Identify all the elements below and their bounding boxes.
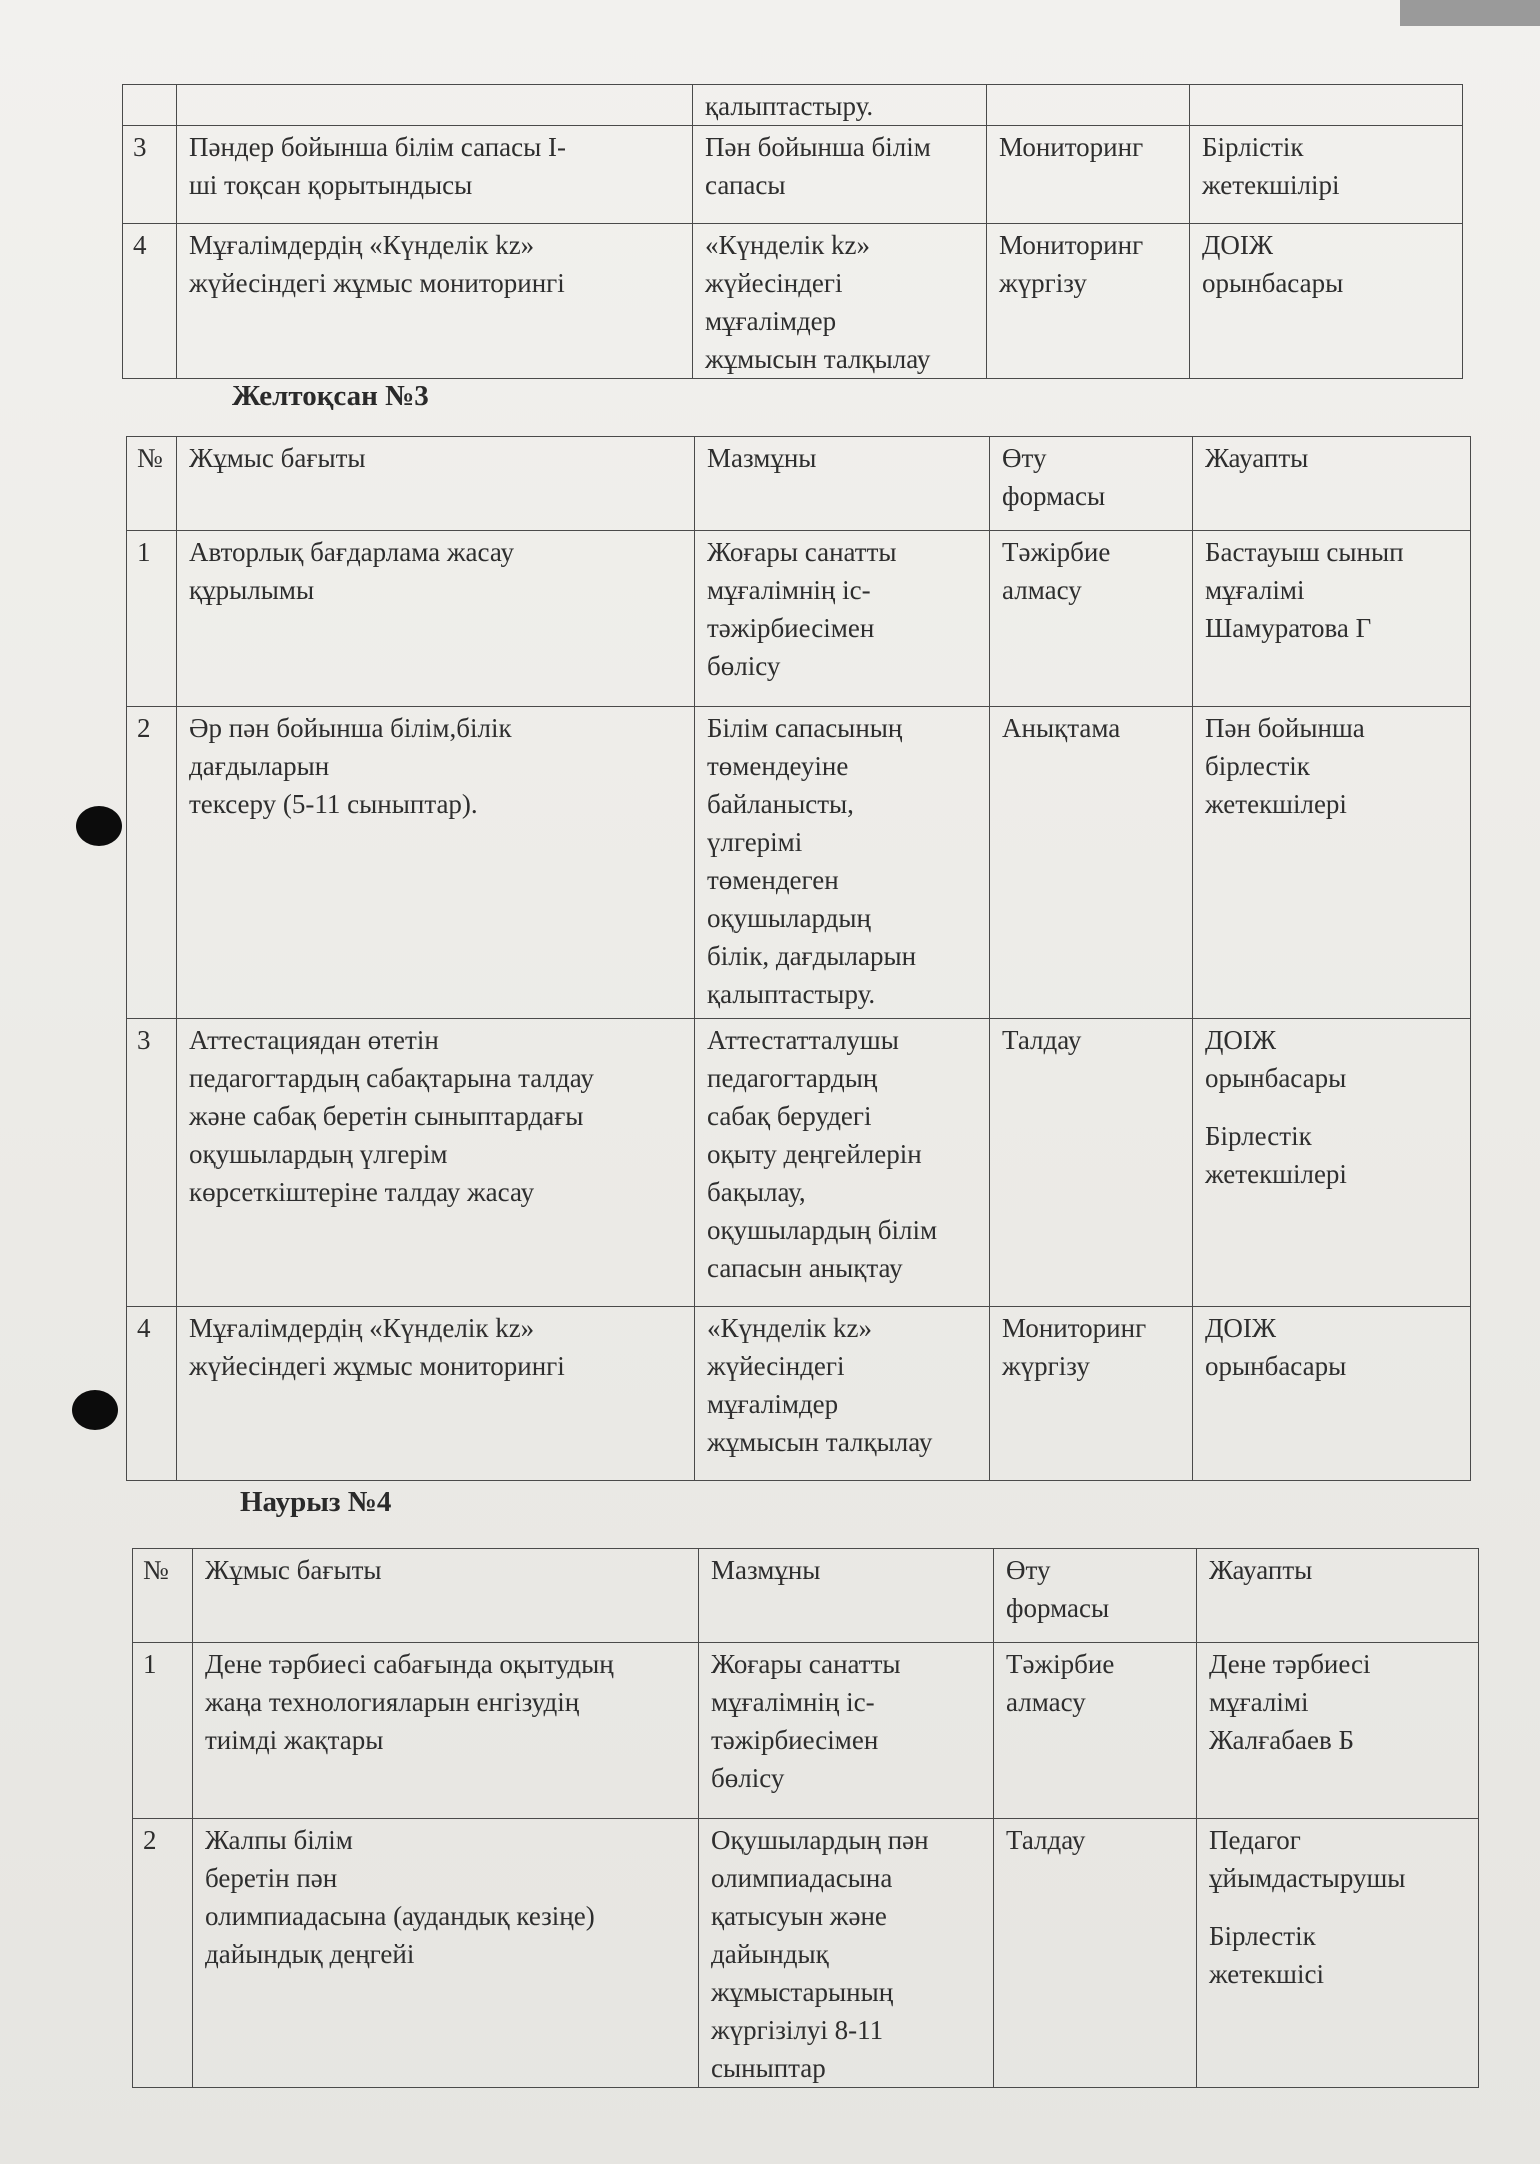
cell-number: 2 [133, 1819, 193, 2088]
cell-form [987, 224, 1190, 379]
cell-line: олимпиадасына (аудандық кезіңе) [205, 1901, 595, 1931]
cell-line: мұғалімдер [705, 306, 837, 336]
cell-line: жүргізу [999, 268, 1087, 298]
cell-line: орынбасары [1205, 1351, 1347, 1381]
cell-form [990, 1307, 1193, 1481]
cell-line: тексеру (5-11 сыныптар). [189, 789, 478, 819]
cell-line: Оқушылардың пән [711, 1825, 929, 1855]
cell-work-direction [177, 85, 693, 126]
cell-line: «Күнделік kz» [705, 230, 871, 260]
cell-line: жұмысын талқылау [707, 1427, 933, 1457]
cell-line: жетекшілірі [1202, 170, 1340, 200]
cell-work-direction [177, 531, 695, 707]
cell-line: «Күнделік kz» [707, 1313, 873, 1343]
cell-content [693, 126, 987, 224]
cell-content [693, 85, 987, 126]
cell-line: Мұғалімдердің «Күнделік kz» [189, 1313, 535, 1343]
cell-line: орынбасары [1205, 1063, 1347, 1093]
cell-line: білік, дағдыларын [707, 941, 917, 971]
cell-line: Мониторинг [999, 132, 1144, 162]
cell-line: сабақ берудегі [707, 1101, 872, 1131]
cell-line: Бірлестік [1209, 1921, 1316, 1951]
cell-line: тәжірбиесімен [711, 1725, 879, 1755]
cell-line: жетекшісі [1209, 1959, 1324, 1989]
cell-content [699, 1643, 994, 1819]
cell-form [990, 707, 1193, 1019]
cell-responsible [1197, 1643, 1479, 1819]
cell-line: Авторлық бағдарлама жасау [189, 537, 514, 567]
table-row [123, 126, 1463, 224]
cell-number: 3 [123, 126, 177, 224]
cell-form [990, 437, 1193, 531]
cell-line: тиімді жақтары [205, 1725, 384, 1755]
cell-line: бөлісу [707, 651, 781, 681]
cell-line: сапасы [705, 170, 786, 200]
table-continuation [122, 84, 1463, 379]
cell-form [994, 1643, 1197, 1819]
cell-line: бөлісу [711, 1763, 785, 1793]
cell-line: төмендеген [707, 865, 839, 895]
cell-content [695, 707, 990, 1019]
table-header-row [127, 437, 1471, 531]
table-row [123, 224, 1463, 379]
cell-line: жүйесіндегі жұмыс мониторингі [189, 1351, 565, 1381]
cell-work-direction [177, 1019, 695, 1307]
cell-line: ші тоқсан қорытындысы [189, 170, 473, 200]
table-december [126, 436, 1471, 1481]
cell-line: және сабақ беретін сыныптардағы [189, 1101, 584, 1131]
section-heading-march: Наурыз №4 [240, 1486, 392, 1518]
cell-line: Жауапты [1209, 1555, 1313, 1585]
cell-number: 1 [127, 531, 177, 707]
cell-line: Анықтама [1002, 713, 1121, 743]
cell-line: Тәжірбие [1006, 1649, 1115, 1679]
cell-line: төмендеуіне [707, 751, 849, 781]
cell-form [994, 1819, 1197, 2088]
cell-work-direction [193, 1549, 699, 1643]
cell-line: ДОІЖ [1202, 230, 1274, 260]
cell-line: қалыптастыру. [705, 91, 874, 121]
table-row [127, 707, 1471, 1019]
cell-line: үлгерімі [707, 827, 803, 857]
cell-line: Аттестациядан өтетін [189, 1025, 439, 1055]
cell-line: педагогтардың сабақтарына талдау [189, 1063, 594, 1093]
cell-line: көрсеткіштеріне талдау жасау [189, 1177, 535, 1207]
cell-line: Пән бойынша білім [705, 132, 931, 162]
cell-line: жетекшілері [1205, 1159, 1347, 1189]
cell-line: сапасын анықтау [707, 1253, 903, 1283]
table-row [127, 531, 1471, 707]
cell-line: педагогтардың [707, 1063, 878, 1093]
cell-responsible [1193, 707, 1471, 1019]
cell-line: қалыптастыру. [707, 979, 876, 1009]
table-march [132, 1548, 1479, 2088]
cell-line: орынбасары [1202, 268, 1344, 298]
cell-responsible [1193, 1307, 1471, 1481]
cell-line: Жұмыс бағыты [189, 443, 366, 473]
table-header-row [133, 1549, 1479, 1643]
cell-line: мұғалімі [1205, 575, 1305, 605]
cell-line: ұйымдастырушы [1209, 1863, 1406, 1893]
cell-line: Білім сапасының [707, 713, 903, 743]
cell-line: Шамуратова Г [1205, 613, 1372, 643]
cell-content [699, 1549, 994, 1643]
cell-number: 1 [133, 1643, 193, 1819]
cell-line: бірлестік [1205, 751, 1310, 781]
cell-line: Жауапты [1205, 443, 1309, 473]
cell-line: жұмысын талқылау [705, 344, 931, 374]
cell-line: дайындық деңгейі [205, 1939, 415, 1969]
cell-content [699, 1819, 994, 2088]
cell-line: формасы [1002, 481, 1106, 511]
cell-number: № [127, 437, 177, 531]
cell-line: Тәжірбие [1002, 537, 1111, 567]
cell-line: Бірлістік [1202, 132, 1304, 162]
cell-content [695, 1307, 990, 1481]
cell-number: 2 [127, 707, 177, 1019]
cell-spacer [1205, 1097, 1462, 1117]
cell-line: Мұғалімдердің «Күнделік kz» [189, 230, 535, 260]
cell-line: мұғалімдер [707, 1389, 839, 1419]
cell-line: қатысуын және [711, 1901, 887, 1931]
cell-line: Талдау [1006, 1825, 1086, 1855]
cell-work-direction [193, 1643, 699, 1819]
cell-line: мұғалімнің іс- [711, 1687, 875, 1717]
cell-line: беретін пән [205, 1863, 338, 1893]
cell-line: Өту [1002, 443, 1047, 473]
cell-line: Пән бойынша [1205, 713, 1365, 743]
cell-responsible [1190, 85, 1463, 126]
table-row [133, 1643, 1479, 1819]
scanner-edge [1400, 0, 1540, 26]
cell-form [990, 1019, 1193, 1307]
cell-content [695, 1019, 990, 1307]
cell-work-direction [193, 1819, 699, 2088]
cell-line: байланысты, [707, 789, 854, 819]
cell-number: 4 [127, 1307, 177, 1481]
cell-content [695, 531, 990, 707]
cell-line: құрылымы [189, 575, 315, 605]
table-row [127, 1307, 1471, 1481]
cell-spacer [1209, 1897, 1470, 1917]
cell-line: оқушылардың үлгерім [189, 1139, 448, 1169]
cell-form [987, 126, 1190, 224]
cell-number [123, 85, 177, 126]
cell-line: Жалпы білім [205, 1825, 353, 1855]
cell-responsible [1193, 531, 1471, 707]
cell-line: Бастауыш сынып [1205, 537, 1404, 567]
cell-content [693, 224, 987, 379]
cell-number: 4 [123, 224, 177, 379]
cell-responsible [1190, 126, 1463, 224]
cell-line: дайындық [711, 1939, 829, 1969]
cell-line: Бірлестік [1205, 1121, 1312, 1151]
cell-responsible [1190, 224, 1463, 379]
cell-line: Талдау [1002, 1025, 1082, 1055]
cell-work-direction [177, 224, 693, 379]
cell-line: Өту [1006, 1555, 1051, 1585]
cell-work-direction [177, 437, 695, 531]
cell-line: мұғалімі [1209, 1687, 1309, 1717]
cell-line: алмасу [1006, 1687, 1086, 1717]
cell-line: жұмыстарының [711, 1977, 894, 2007]
cell-line: жүйесіндегі [707, 1351, 845, 1381]
cell-line: Дене тәрбиесі [1209, 1649, 1371, 1679]
cell-line: жүйесіндегі жұмыс мониторингі [189, 268, 565, 298]
cell-line: жүргізілуі 8-11 [711, 2015, 884, 2045]
cell-line: Жалғабаев Б [1209, 1725, 1354, 1755]
cell-line: олимпиадасына [711, 1863, 893, 1893]
cell-responsible [1193, 437, 1471, 531]
cell-work-direction [177, 707, 695, 1019]
punch-hole-upper [76, 806, 122, 846]
cell-line: Мониторинг [1002, 1313, 1147, 1343]
cell-content [695, 437, 990, 531]
cell-responsible [1193, 1019, 1471, 1307]
table-row [127, 1019, 1471, 1307]
cell-line: Пәндер бойынша білім сапасы І- [189, 132, 566, 162]
cell-line: мұғалімнің іс- [707, 575, 871, 605]
cell-responsible [1197, 1819, 1479, 2088]
cell-line: Дене тәрбиесі сабағында оқытудың [205, 1649, 614, 1679]
cell-line: алмасу [1002, 575, 1082, 605]
cell-line: ДОІЖ [1205, 1025, 1277, 1055]
cell-line: оқыту деңгейлерін [707, 1139, 922, 1169]
cell-work-direction [177, 126, 693, 224]
cell-form [994, 1549, 1197, 1643]
table-row [123, 85, 1463, 126]
cell-line: Мониторинг [999, 230, 1144, 260]
cell-line: Мазмұны [707, 443, 817, 473]
cell-line: Әр пән бойынша білім,білік [189, 713, 512, 743]
cell-line: дағдыларын [189, 751, 330, 781]
punch-hole-lower [72, 1390, 118, 1430]
cell-form [990, 531, 1193, 707]
cell-line: Жоғары санатты [711, 1649, 901, 1679]
cell-line: Мазмұны [711, 1555, 821, 1585]
cell-line: сыныптар [711, 2053, 826, 2083]
cell-line: оқушылардың [707, 903, 871, 933]
cell-number: 3 [127, 1019, 177, 1307]
cell-line: жүргізу [1002, 1351, 1090, 1381]
cell-form [987, 85, 1190, 126]
cell-line: оқушылардың білім [707, 1215, 938, 1245]
cell-line: жаңа технологияларын енгізудің [205, 1687, 580, 1717]
cell-line: формасы [1006, 1593, 1110, 1623]
cell-work-direction [177, 1307, 695, 1481]
cell-responsible [1197, 1549, 1479, 1643]
cell-line: Аттестатталушы [707, 1025, 899, 1055]
table-row [133, 1819, 1479, 2088]
cell-line: Педагог [1209, 1825, 1301, 1855]
cell-line: бақылау, [707, 1177, 806, 1207]
cell-line: жетекшілері [1205, 789, 1347, 819]
cell-line: Жұмыс бағыты [205, 1555, 382, 1585]
cell-line: Жоғары санатты [707, 537, 897, 567]
cell-line: жүйесіндегі [705, 268, 843, 298]
cell-line: ДОІЖ [1205, 1313, 1277, 1343]
section-heading-december: Желтоқсан №3 [232, 380, 429, 412]
cell-line: тәжірбиесімен [707, 613, 875, 643]
cell-number: № [133, 1549, 193, 1643]
